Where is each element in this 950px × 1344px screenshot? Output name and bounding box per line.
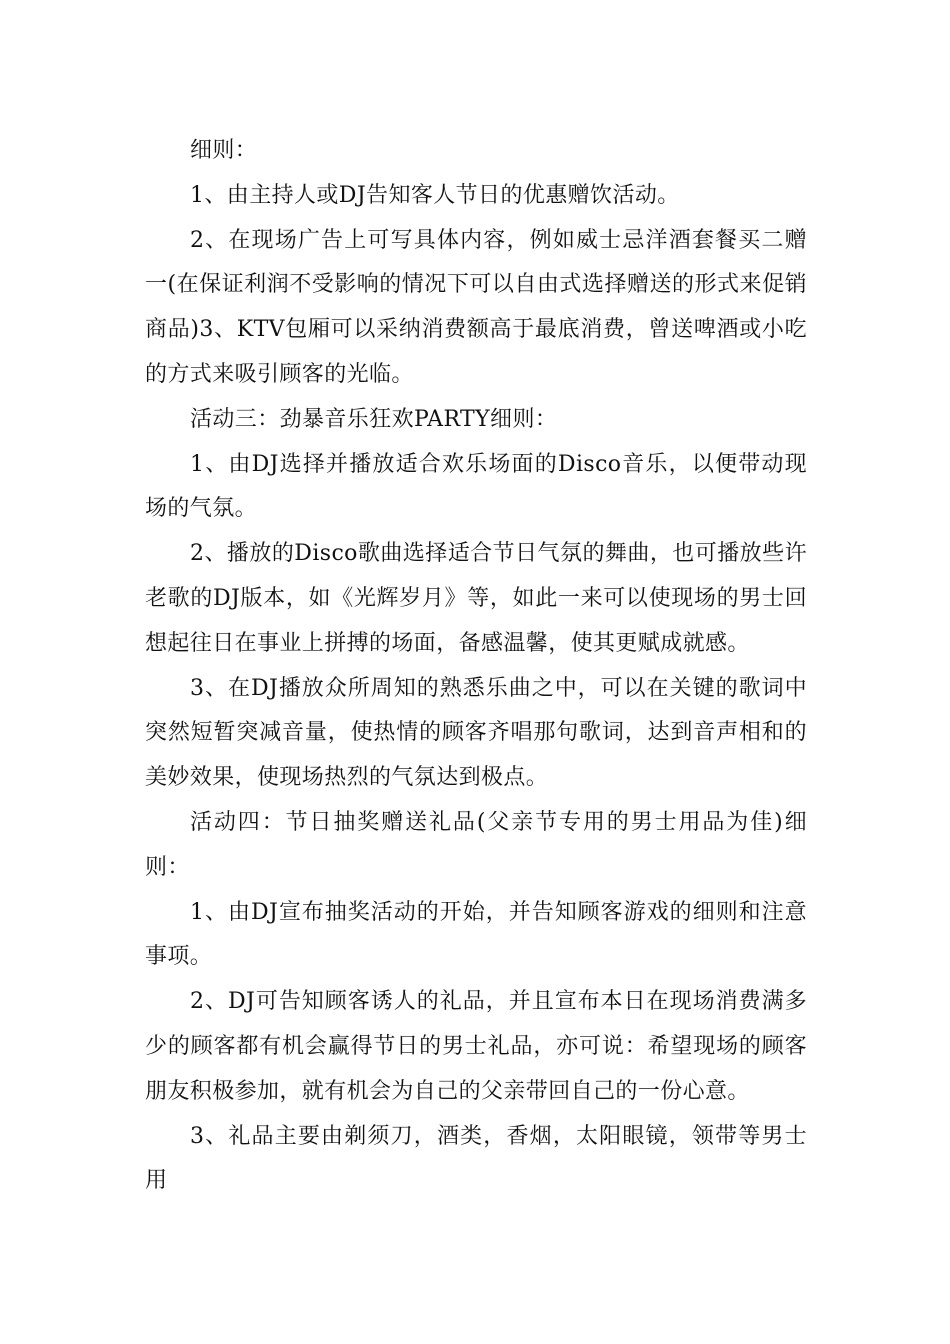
paragraph-activity-4-heading: 活动四：节日抽奖赠送礼品(父亲节专用的男士用品为佳)细则：: [145, 809, 807, 880]
paragraph-activity-3-item-2: 2、播放的Disco歌曲选择适合节日气氛的舞曲，也可播放些许老歌的DJ版本，如《光辉岁月》等，如此一来可以使现场的男士回想起往日在事业上拼搏的场面，备感温馨，使其更赋成就感。: [145, 541, 807, 656]
paragraph-item-2: 2、在现场广告上可写具体内容，例如威士忌洋酒套餐买二赠一(在保证利润不受影响的情况下可以自由式选择赠送的形式来促销商品)3、KTV包厢可以采纳消费额高于最底消费，曾送啤酒或小吃的方式来吸引顾客的光临。: [145, 227, 807, 387]
paragraph-item-1: 1、由主持人或DJ告知客人节日的优惠赠饮活动。: [190, 182, 680, 208]
paragraph-activity-4-item-2: 2、DJ可告知顾客诱人的礼品，并且宣布本日在现场消费满多少的顾客都有机会赢得节日的男士礼品，亦可说：希望现场的顾客朋友积极参加，就有机会为自己的父亲带回自己的一份心意。: [145, 989, 807, 1104]
document-body: [145, 129, 807, 1204]
paragraph-activity-3-item-3: 3、在DJ播放众所周知的熟悉乐曲之中，可以在关键的歌词中突然短暂突减音量，使热情的顾客齐唱那句歌词，达到音声相和的美妙效果，使现场热烈的气氛达到极点。: [145, 675, 807, 791]
paragraph-rules-heading: 细则：: [190, 138, 258, 163]
paragraph-activity-4-item-1: 1、由DJ宣布抽奖活动的开始，并告知顾客游戏的细则和注意事项。: [145, 899, 807, 970]
paragraph-activity-3-item-1: 1、由DJ选择并播放适合欢乐场面的Disco音乐，以便带动现场的气氛。: [145, 451, 807, 522]
paragraph-activity-3-heading: 活动三：劲暴音乐狂欢PARTY细则：: [190, 406, 558, 432]
paragraph-activity-4-item-3: 3、礼品主要由剃须刀，酒类，香烟，太阳眼镜，领带等男士用: [145, 1123, 807, 1194]
